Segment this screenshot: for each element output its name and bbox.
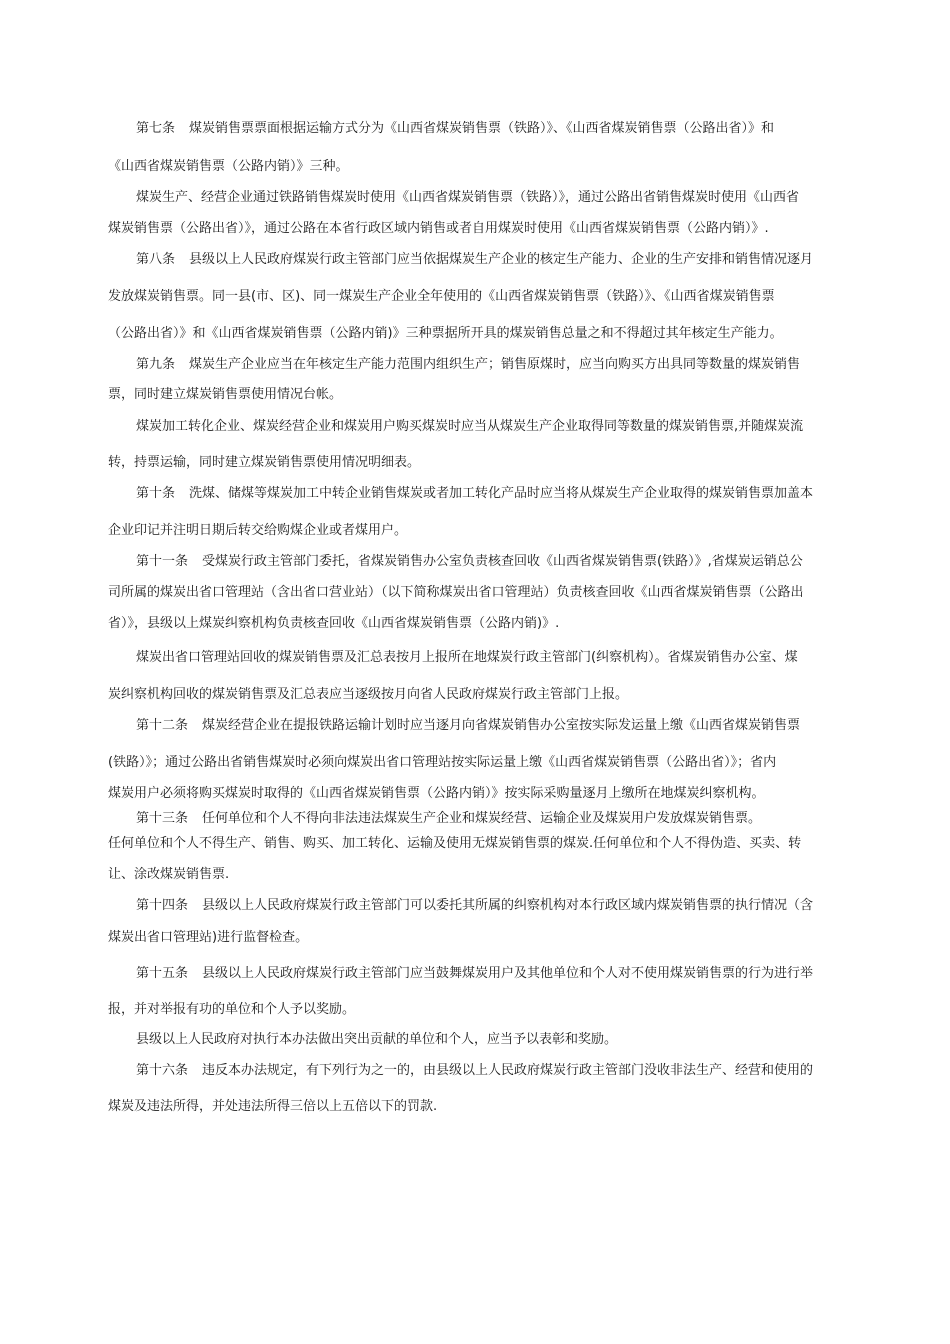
line-text: (铁路）》；通过公路出省销售煤炭时必须向煤炭出省口管理站按实际运量上缴《山西省煤炭销售票（公路出省）》；省内 bbox=[108, 755, 777, 770]
article-number: 第九条 bbox=[136, 357, 176, 372]
text-line bbox=[108, 754, 842, 772]
document-page bbox=[108, 120, 842, 1116]
article-number: 第七条 bbox=[136, 121, 176, 136]
text-line bbox=[108, 325, 842, 343]
text-line bbox=[108, 1098, 842, 1116]
line-text: 煤炭用户必须将购买煤炭时取得的《山西省煤炭销售票（公路内销）》按实际采购量逐月上缴所在地煤炭纠察机构。 bbox=[108, 786, 765, 801]
line-text: 发放煤炭销售票。同一县(市、区)、同一煤炭生产企业全年使用的《山西省煤炭销售票（铁路）》、《山西省煤炭销售票 bbox=[108, 289, 775, 304]
line-text: 煤炭及违法所得，并处违法所得三倍以上五倍以下的罚款. bbox=[108, 1099, 438, 1114]
text-line bbox=[108, 615, 842, 633]
text-line bbox=[108, 929, 842, 947]
line-text: 煤炭加工转化企业、煤炭经营企业和煤炭用户购买煤炭时应当从煤炭生产企业取得同等数量的煤炭销售票,并随煤炭流 bbox=[136, 419, 804, 434]
text-line bbox=[108, 1062, 842, 1080]
article-number: 第十四条 bbox=[136, 898, 189, 913]
line-text: 县级以上人民政府煤炭行政主管部门可以委托其所属的纠察机构对本行政区域内煤炭销售票的执行情况（含 bbox=[202, 898, 814, 913]
text-line bbox=[108, 553, 842, 571]
text-line bbox=[108, 649, 842, 667]
line-text: 司所属的煤炭出省口管理站（含出省口营业站）（以下简称煤炭出省口管理站）负责核查回收《山西省煤炭销售票（公路出 bbox=[108, 585, 804, 600]
line-text: 煤炭生产、经营企业通过铁路销售煤炭时使用《山西省煤炭销售票（铁路）》，通过公路出省销售煤炭时使用《山西省 bbox=[136, 190, 800, 205]
line-text: 票，同时建立煤炭销售票使用情况台帐。 bbox=[108, 387, 343, 402]
article-number: 第十五条 bbox=[136, 966, 189, 981]
line-text: 县级以上人民政府对执行本办法做出突出贡献的单位和个人，应当予以表彰和奖励。 bbox=[136, 1032, 618, 1047]
text-line bbox=[108, 1001, 842, 1019]
line-text: 煤炭销售票（公路出省）》，通过公路在本省行政区域内销售或者自用煤炭时使用《山西省煤炭销售票（公路内销）》. bbox=[108, 221, 769, 236]
line-text: 煤炭出省口管理站)进行监督检查。 bbox=[108, 930, 309, 945]
text-line bbox=[108, 386, 842, 404]
line-text: 洗煤、储煤等煤炭加工中转企业销售煤炭或者加工转化产品时应当将从煤炭生产企业取得的煤炭销售票加盖本 bbox=[189, 486, 814, 501]
article-number: 第八条 bbox=[136, 252, 176, 267]
line-text: 煤炭销售票票面根据运输方式分为《山西省煤炭销售票（铁路）》、《山西省煤炭销售票（公路出省）》和 bbox=[189, 121, 775, 136]
line-text: 任何单位和个人不得向非法违法煤炭生产企业和煤炭经营、运输企业及煤炭用户发放煤炭销售票。 bbox=[202, 811, 762, 826]
text-line bbox=[108, 785, 842, 803]
text-line bbox=[108, 418, 842, 436]
text-line bbox=[108, 454, 842, 472]
text-line bbox=[108, 288, 842, 306]
text-line bbox=[108, 835, 842, 853]
line-text: 转，持票运输，同时建立煤炭销售票使用情况明细表。 bbox=[108, 455, 421, 470]
line-text: 县级以上人民政府煤炭行政主管部门应当依据煤炭生产企业的核定生产能力、企业的生产安排和销售情况逐月 bbox=[189, 252, 814, 267]
text-line bbox=[108, 189, 842, 207]
text-line bbox=[108, 251, 842, 269]
line-text: 《山西省煤炭销售票（公路内销）》三种。 bbox=[108, 159, 349, 174]
text-line bbox=[108, 522, 842, 540]
article-number: 第十三条 bbox=[136, 811, 189, 826]
line-text: 违反本办法规定，有下列行为之一的，由县级以上人民政府煤炭行政主管部门没收非法生产、经营和使用的 bbox=[202, 1063, 814, 1078]
line-text: （公路出省）》和《山西省煤炭销售票（公路内销)》三种票据所开具的煤炭销售总量之和不得超过其年核定生产能力。 bbox=[108, 326, 783, 341]
line-text: 煤炭出省口管理站回收的煤炭销售票及汇总表按月上报所在地煤炭行政主管部门(纠察机构）。省煤炭销售办公室、煤 bbox=[136, 650, 798, 665]
text-line bbox=[108, 686, 842, 704]
line-text: 县级以上人民政府煤炭行政主管部门应当鼓舞煤炭用户及其他单位和个人对不使用煤炭销售票的行为进行举 bbox=[202, 966, 814, 981]
line-text: 煤炭经营企业在提报铁路运输计划时应当逐月向省煤炭销售办公室按实际发运量上缴《山西省煤炭销售票 bbox=[202, 718, 801, 733]
line-text: 煤炭生产企业应当在年核定生产能力范围内组织生产；销售原煤时，应当向购买方出具同等数量的煤炭销售 bbox=[189, 357, 801, 372]
text-line bbox=[108, 220, 842, 238]
text-line bbox=[108, 485, 842, 503]
text-line bbox=[108, 965, 842, 983]
text-line bbox=[108, 158, 842, 176]
article-number: 第十二条 bbox=[136, 718, 189, 733]
line-text: 任何单位和个人不得生产、销售、购买、加工转化、运输及使用无煤炭销售票的煤炭.任何单位和个人不得伪造、买卖、转 bbox=[108, 836, 802, 851]
line-text: 省）》，县级以上煤炭纠察机构负责核查回收《山西省煤炭销售票（公路内销)》. bbox=[108, 616, 560, 631]
line-text: 让、涂改煤炭销售票. bbox=[108, 867, 230, 882]
line-text: 企业印记并注明日期后转交给购煤企业或者煤用户。 bbox=[108, 523, 408, 538]
text-line bbox=[108, 717, 842, 735]
article-number: 第十一条 bbox=[136, 554, 189, 569]
text-line bbox=[108, 1031, 842, 1049]
article-number: 第十六条 bbox=[136, 1063, 189, 1078]
text-line bbox=[108, 356, 842, 374]
line-text: 受煤炭行政主管部门委托，省煤炭销售办公室负责核查回收《山西省煤炭销售票(铁路）》,省煤炭运销总公 bbox=[202, 554, 803, 569]
text-line bbox=[108, 810, 842, 828]
text-line bbox=[108, 866, 842, 884]
line-text: 报，并对举报有功的单位和个人予以奖励。 bbox=[108, 1002, 356, 1017]
text-line bbox=[108, 897, 842, 915]
line-text: 炭纠察机构回收的煤炭销售票及汇总表应当逐级按月向省人民政府煤炭行政主管部门上报。 bbox=[108, 687, 629, 702]
text-line bbox=[108, 120, 842, 138]
text-line bbox=[108, 584, 842, 602]
article-number: 第十条 bbox=[136, 486, 176, 501]
